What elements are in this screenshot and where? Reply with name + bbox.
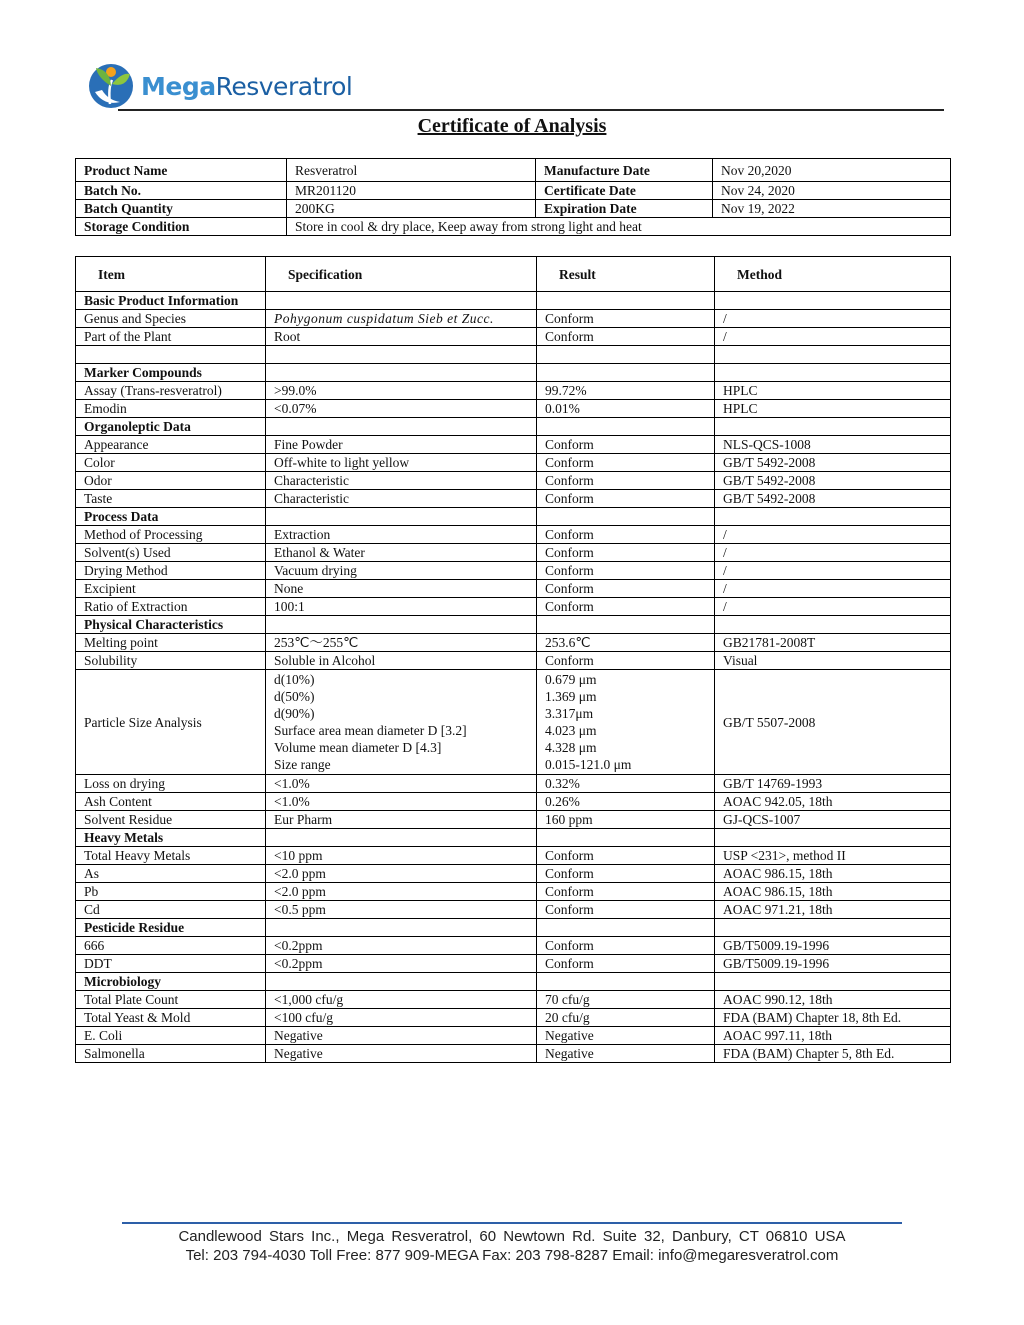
particle-size-row	[76, 670, 951, 775]
cell-result: 160 ppm	[537, 811, 715, 829]
cell-method: GB21781-2008T	[715, 634, 951, 652]
cell-item: Genus and Species	[76, 310, 266, 328]
cell-item: Solvent(s) Used	[76, 544, 266, 562]
table-row	[76, 382, 951, 400]
table-row	[76, 310, 951, 328]
cell-method: GJ-QCS-1007	[715, 811, 951, 829]
cell-item: Salmonella	[76, 1045, 266, 1063]
cell-spec: <2.0 ppm	[266, 883, 537, 901]
section-row	[76, 973, 951, 991]
cell-result: Conform	[537, 562, 715, 580]
analysis-table	[75, 256, 951, 1063]
cell-result: 0.26%	[537, 793, 715, 811]
info-row	[76, 182, 951, 200]
cell-result: Conform	[537, 490, 715, 508]
cell-method: FDA (BAM) Chapter 5, 8th Ed.	[715, 1045, 951, 1063]
cell-result: Negative	[537, 1045, 715, 1063]
cell-result: Conform	[537, 883, 715, 901]
cell-spec: <0.2ppm	[266, 955, 537, 973]
cell-method: GB/T 14769-1993	[715, 775, 951, 793]
header-item: Item	[76, 257, 266, 292]
cell-item: 666	[76, 937, 266, 955]
table-row	[76, 634, 951, 652]
section-label: Pesticide Residue	[76, 919, 266, 937]
section-label: Microbiology	[76, 973, 266, 991]
cell-item: Total Yeast & Mold	[76, 1009, 266, 1027]
cell-method: /	[715, 580, 951, 598]
table-row	[76, 1027, 951, 1045]
table-row	[76, 490, 951, 508]
cell-spec: None	[266, 580, 537, 598]
table-row	[76, 598, 951, 616]
cell-spec: 253℃～255℃	[266, 634, 537, 652]
table-row	[76, 472, 951, 490]
footer-address: Candlewood Stars Inc., Mega Resveratrol, 60 Newtown Rd. Suite 32, Danbury, CT 06810 USA	[178, 1228, 846, 1245]
cell-spec: <0.07%	[266, 400, 537, 418]
cell-method: AOAC 986.15, 18th	[715, 883, 951, 901]
cell-item: Drying Method	[76, 562, 266, 580]
cell-result: 0.32%	[537, 775, 715, 793]
logo-wordmark: MegaResveratrol	[141, 72, 353, 101]
cell-method: FDA (BAM) Chapter 18, 8th Ed.	[715, 1009, 951, 1027]
cell-item: Appearance	[76, 436, 266, 454]
cell-method: GB/T5009.19-1996	[715, 937, 951, 955]
leaf-globe-icon	[86, 60, 136, 112]
cell-result: Conform	[537, 328, 715, 346]
table-row	[76, 775, 951, 793]
particle-result: 0.015-121.0 μm	[545, 757, 632, 772]
manufacture-date-value: Nov 20,2020	[713, 159, 951, 182]
cell-result: Conform	[537, 598, 715, 616]
table-row	[76, 580, 951, 598]
batch-no-label: Batch No.	[76, 182, 287, 200]
particle-result: 1.369 μm	[545, 689, 597, 704]
particle-spec: Size range	[274, 757, 331, 772]
section-label: Process Data	[76, 508, 266, 526]
particle-spec: d(50%)	[274, 689, 315, 704]
cell-spec: Soluble in Alcohol	[266, 652, 537, 670]
table-row	[76, 652, 951, 670]
particle-result: 4.023 μm	[545, 723, 597, 738]
manufacture-date-label: Manufacture Date	[536, 159, 713, 182]
cell-item: Method of Processing	[76, 526, 266, 544]
section-label: Basic Product Information	[76, 292, 266, 310]
batch-quantity-value: 200KG	[287, 200, 536, 218]
cell-spec: Negative	[266, 1027, 537, 1045]
table-row	[76, 883, 951, 901]
cell-item: Color	[76, 454, 266, 472]
footer-contact: Tel: 203 794-4030 Toll Free: 877 909-MEGA Fax: 203 798-8287 Email: info@megaresveratrol.com	[185, 1247, 839, 1264]
table-header-row	[76, 257, 951, 292]
table-row	[76, 811, 951, 829]
cell-method: USP <231>, method II	[715, 847, 951, 865]
section-row	[76, 616, 951, 634]
certificate-date-value: Nov 24, 2020	[713, 182, 951, 200]
cell-spec: <10 ppm	[266, 847, 537, 865]
product-name-value: Resveratrol	[287, 159, 536, 182]
section-row	[76, 364, 951, 382]
expiration-date-value: Nov 19, 2022	[713, 200, 951, 218]
cell-result: Conform	[537, 955, 715, 973]
cell-spec: <1.0%	[266, 793, 537, 811]
cell-spec: Fine Powder	[266, 436, 537, 454]
cell-method: GB/T 5492-2008	[715, 454, 951, 472]
cell-item: Excipient	[76, 580, 266, 598]
cell-spec: Ethanol & Water	[266, 544, 537, 562]
section-label: Physical Characteristics	[76, 616, 266, 634]
cell-item: Total Plate Count	[76, 991, 266, 1009]
table-row	[76, 1009, 951, 1027]
cell-item: Cd	[76, 901, 266, 919]
table-row	[76, 955, 951, 973]
cell-spec: Extraction	[266, 526, 537, 544]
product-info-table	[75, 158, 951, 236]
page-title: Certificate of Analysis	[417, 115, 607, 137]
particle-specs	[266, 670, 537, 775]
batch-no-value: MR201120	[287, 182, 536, 200]
cell-item: Emodin	[76, 400, 266, 418]
table-row	[76, 793, 951, 811]
table-row	[76, 937, 951, 955]
cell-item: Ratio of Extraction	[76, 598, 266, 616]
cell-method: Visual	[715, 652, 951, 670]
cell-result: Conform	[537, 454, 715, 472]
cell-method: /	[715, 598, 951, 616]
section-label: Heavy Metals	[76, 829, 266, 847]
cell-result: Conform	[537, 436, 715, 454]
section-row	[76, 829, 951, 847]
table-row	[76, 847, 951, 865]
particle-result: 0.679 μm	[545, 672, 597, 687]
particle-spec: Surface area mean diameter D [3.2]	[274, 723, 467, 738]
section-row	[76, 919, 951, 937]
certificate-date-label: Certificate Date	[536, 182, 713, 200]
cell-item: Particle Size Analysis	[76, 670, 266, 775]
cell-result: Conform	[537, 472, 715, 490]
cell-item: Total Heavy Metals	[76, 847, 266, 865]
table-row	[76, 865, 951, 883]
cell-method: /	[715, 544, 951, 562]
cell-result: Conform	[537, 310, 715, 328]
cell-item: Melting point	[76, 634, 266, 652]
cell-spec: 100:1	[266, 598, 537, 616]
cell-spec: Vacuum drying	[266, 562, 537, 580]
particle-results	[537, 670, 715, 775]
table-row	[76, 436, 951, 454]
batch-quantity-label: Batch Quantity	[76, 200, 287, 218]
particle-result: 3.317μm	[545, 706, 594, 721]
table-row	[76, 544, 951, 562]
cell-method: GB/T 5507-2008	[715, 670, 951, 775]
cell-method: AOAC 942.05, 18th	[715, 793, 951, 811]
table-row	[76, 901, 951, 919]
section-row	[76, 418, 951, 436]
cell-method: AOAC 971.21, 18th	[715, 901, 951, 919]
cell-result: 0.01%	[537, 400, 715, 418]
footer-divider	[122, 1222, 902, 1224]
cell-spec: <0.5 ppm	[266, 901, 537, 919]
empty-row	[76, 346, 951, 364]
cell-result: 20 cfu/g	[537, 1009, 715, 1027]
cell-spec: Negative	[266, 1045, 537, 1063]
cell-item: E. Coli	[76, 1027, 266, 1045]
header-method: Method	[715, 257, 951, 292]
cell-spec: Root	[266, 328, 537, 346]
cell-result: Conform	[537, 865, 715, 883]
cell-item: Pb	[76, 883, 266, 901]
storage-condition-value: Store in cool & dry place, Keep away from strong light and heat	[287, 218, 951, 236]
cell-result: Conform	[537, 901, 715, 919]
cell-method: GB/T 5492-2008	[715, 490, 951, 508]
cell-spec: <0.2ppm	[266, 937, 537, 955]
cell-spec: Characteristic	[266, 490, 537, 508]
cell-method: GB/T5009.19-1996	[715, 955, 951, 973]
cell-method: AOAC 986.15, 18th	[715, 865, 951, 883]
particle-spec: Volume mean diameter D [4.3]	[274, 740, 442, 755]
cell-item: Assay (Trans-resveratrol)	[76, 382, 266, 400]
company-logo	[86, 60, 366, 115]
header-result: Result	[537, 257, 715, 292]
table-row	[76, 1045, 951, 1063]
expiration-date-label: Expiration Date	[536, 200, 713, 218]
cell-method: /	[715, 328, 951, 346]
cell-spec: Characteristic	[266, 472, 537, 490]
cell-result: Conform	[537, 526, 715, 544]
cell-item: As	[76, 865, 266, 883]
cell-spec: <100 cfu/g	[266, 1009, 537, 1027]
cell-item: Solvent Residue	[76, 811, 266, 829]
cell-result: Conform	[537, 652, 715, 670]
cell-item: Odor	[76, 472, 266, 490]
cell-method: HPLC	[715, 382, 951, 400]
cell-method: /	[715, 310, 951, 328]
cell-spec: Eur Pharm	[266, 811, 537, 829]
cell-spec: <1,000 cfu/g	[266, 991, 537, 1009]
cell-method: NLS-QCS-1008	[715, 436, 951, 454]
section-label: Organoleptic Data	[76, 418, 266, 436]
table-row	[76, 562, 951, 580]
cell-spec: >99.0%	[266, 382, 537, 400]
table-row	[76, 328, 951, 346]
cell-method: AOAC 990.12, 18th	[715, 991, 951, 1009]
particle-result: 4.328 μm	[545, 740, 597, 755]
cell-result: 99.72%	[537, 382, 715, 400]
cell-item: Loss on drying	[76, 775, 266, 793]
cell-spec: Off-white to light yellow	[266, 454, 537, 472]
section-row	[76, 508, 951, 526]
cell-item: Taste	[76, 490, 266, 508]
info-row	[76, 200, 951, 218]
cell-method: /	[715, 562, 951, 580]
cell-spec: Pohygonum cuspidatum Sieb et Zucc.	[266, 310, 537, 328]
table-row	[76, 526, 951, 544]
info-row	[76, 218, 951, 236]
cell-result: 253.6℃	[537, 634, 715, 652]
cell-item: Ash Content	[76, 793, 266, 811]
storage-condition-label: Storage Condition	[76, 218, 287, 236]
cell-method: HPLC	[715, 400, 951, 418]
cell-method: GB/T 5492-2008	[715, 472, 951, 490]
cell-item: Solubility	[76, 652, 266, 670]
particle-spec: d(90%)	[274, 706, 315, 721]
section-label: Marker Compounds	[76, 364, 266, 382]
cell-result: Negative	[537, 1027, 715, 1045]
cell-result: Conform	[537, 847, 715, 865]
cell-result: Conform	[537, 544, 715, 562]
particle-spec: d(10%)	[274, 672, 315, 687]
cell-item: DDT	[76, 955, 266, 973]
cell-result: Conform	[537, 937, 715, 955]
section-row	[76, 292, 951, 310]
cell-spec: <1.0%	[266, 775, 537, 793]
header-specification: Specification	[266, 257, 537, 292]
cell-result: Conform	[537, 580, 715, 598]
cell-method: AOAC 997.11, 18th	[715, 1027, 951, 1045]
table-row	[76, 991, 951, 1009]
info-row	[76, 159, 951, 182]
product-name-label: Product Name	[76, 159, 287, 182]
cell-item: Part of the Plant	[76, 328, 266, 346]
cell-method: /	[715, 526, 951, 544]
table-row	[76, 454, 951, 472]
table-row	[76, 400, 951, 418]
cell-spec: <2.0 ppm	[266, 865, 537, 883]
cell-result: 70 cfu/g	[537, 991, 715, 1009]
header-divider	[118, 109, 944, 111]
